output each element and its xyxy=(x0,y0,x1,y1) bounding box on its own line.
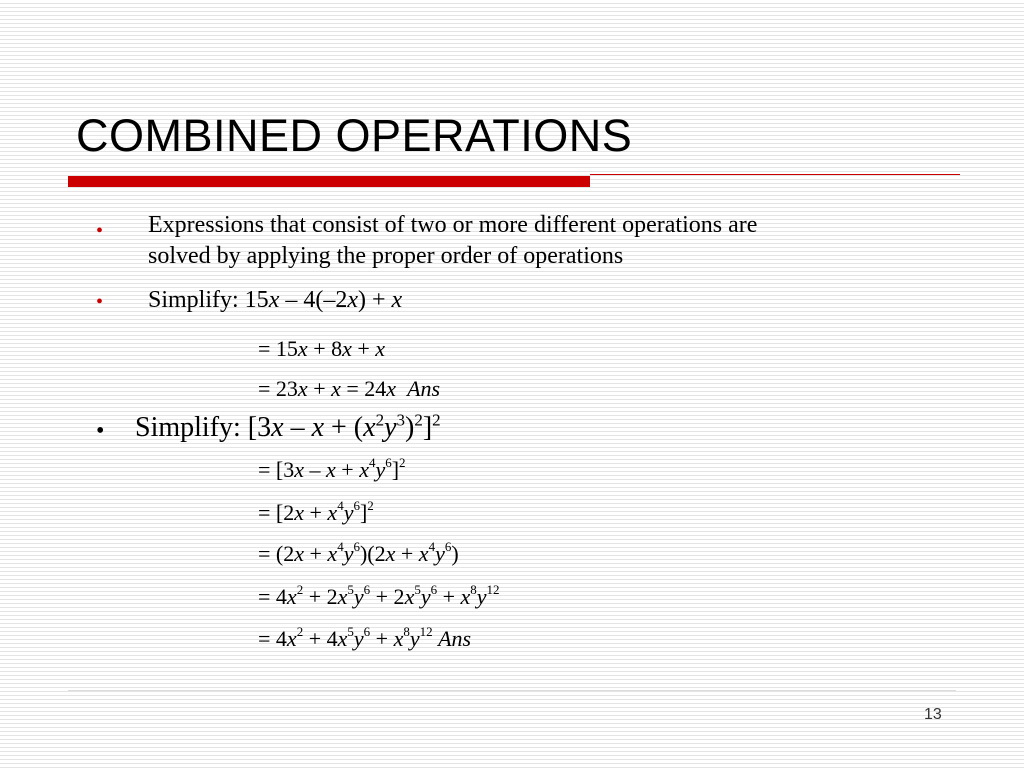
bullet-text-line: solved by applying the proper order of operations xyxy=(148,243,624,269)
bullet-text-line: Expressions that consist of two or more different operations are xyxy=(148,212,758,238)
math-step: = $(2x + x^4y^6)(2x + x^4y^6)$ xyxy=(258,538,459,566)
math-step: = 15x + 8x + x xyxy=(258,336,386,361)
math-step: = $4x^2 + 4x^5y^6 + x^8y^{12}$ Ans xyxy=(258,623,472,651)
math-step: = $[3x - x + x^4y^6]^2$ xyxy=(258,454,406,482)
bullet-text-simplify-2: Simplify: $[3x - x + (x^2y^3)^2]^2$ xyxy=(135,410,441,443)
math-step: = $4x^2 + 2x^5y^6 + 2x^5y^6 + x^8y^{12}$ xyxy=(258,581,500,609)
bullet-marker: • xyxy=(96,291,104,313)
slide-title: COMBINED OPERATIONS xyxy=(76,110,633,161)
bullet-marker: • xyxy=(96,220,104,242)
bullet-marker: • xyxy=(96,418,105,444)
title-underline-thin xyxy=(590,174,960,175)
simplify-label: Simplify: [3 xyxy=(135,412,272,443)
math-step: = $[2x + x^4y^6]^2$ xyxy=(258,497,374,525)
bullet-text-definition xyxy=(148,210,757,272)
page-number: 13 xyxy=(924,706,942,723)
footer-rule xyxy=(68,690,956,691)
title-underline-thick xyxy=(68,176,590,187)
math-step: = 23x + x = 24x Ans xyxy=(258,376,441,401)
bullet-text-simplify-1: Simplify: 15x – 4(–2x) + x xyxy=(148,287,403,313)
simplify-label: Simplify: 15 xyxy=(148,287,269,313)
